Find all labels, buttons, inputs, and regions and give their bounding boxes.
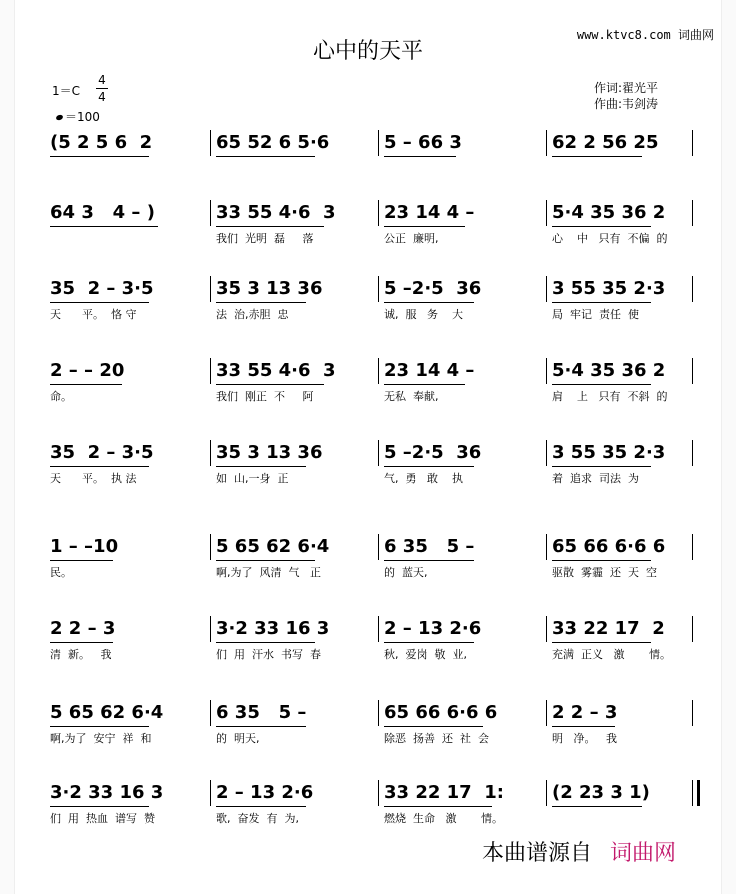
measure-notes: 3 55 35 2·3 <box>552 442 666 463</box>
beam-underline <box>50 384 122 385</box>
beam-underline <box>384 466 474 467</box>
measure-lyrics: 清 新。 我 <box>50 648 112 661</box>
measure-lyrics: 天 平。 执 法 <box>50 472 137 485</box>
measure-lyrics: 民。 <box>50 566 72 579</box>
measure-lyrics: 歌, 奋发 有 为, <box>216 812 299 825</box>
barline <box>378 358 379 384</box>
beam-underline <box>216 560 315 561</box>
final-barline <box>692 780 700 806</box>
measure-lyrics: 局 牢记 责任 使 <box>552 308 639 321</box>
measure-notes: (2 23 3 1) <box>552 782 650 803</box>
barline <box>378 276 379 302</box>
barline <box>692 534 693 560</box>
beam-underline <box>384 642 474 643</box>
barline <box>692 200 693 226</box>
measure-notes: 65 52 6 5·6 <box>216 132 330 153</box>
beam-underline <box>552 384 651 385</box>
beam-underline <box>384 156 456 157</box>
score-row <box>0 278 736 338</box>
beam-underline <box>552 226 651 227</box>
composer: 作曲:韦剑涛 <box>594 97 659 111</box>
time-top: 4 <box>98 73 106 87</box>
beam-underline <box>50 466 149 467</box>
barline <box>210 130 211 156</box>
beam-underline <box>384 726 483 727</box>
beam-underline <box>216 642 315 643</box>
barline <box>546 780 547 806</box>
barline <box>210 780 211 806</box>
barline <box>692 130 693 156</box>
beam-underline <box>384 806 492 807</box>
beam-underline <box>50 302 149 303</box>
measure-lyrics: 的 蓝天, <box>384 566 428 579</box>
time-bottom: 4 <box>98 90 106 104</box>
beam-underline <box>216 302 306 303</box>
beam-underline <box>384 384 465 385</box>
measure-notes: (5 2 5 6 2 <box>50 132 153 153</box>
beam-underline <box>552 806 642 807</box>
measure-lyrics: 秋, 爱岗 敬 业, <box>384 648 467 661</box>
measure-notes: 5 65 62 6·4 <box>50 702 164 723</box>
measure-notes: 2 – – 20 <box>50 360 125 381</box>
measure-notes: 5 – 66 3 <box>384 132 462 153</box>
beam-underline <box>384 302 474 303</box>
song-title: 心中的天平 <box>312 39 423 64</box>
score-row <box>0 536 736 596</box>
measure-lyrics: 诚, 服 务 大 <box>384 308 463 321</box>
measure-notes: 23 14 4 – <box>384 360 475 381</box>
beam-underline <box>552 302 651 303</box>
measure-notes: 5 65 62 6·4 <box>216 536 330 557</box>
time-signature <box>96 72 108 105</box>
score-row <box>0 360 736 420</box>
beam-underline <box>216 156 315 157</box>
measure-notes: 35 2 – 3·5 <box>50 442 154 463</box>
score-row <box>0 702 736 762</box>
beam-underline <box>216 806 306 807</box>
footer <box>482 836 676 867</box>
beam-underline <box>50 726 149 727</box>
lyricist: 作词:翟光平 <box>594 81 659 95</box>
measure-notes: 33 55 4·6 3 <box>216 360 336 381</box>
measure-lyrics: 们 用 热血 谱写 赞 <box>50 812 155 825</box>
beam-underline <box>216 384 324 385</box>
beam-underline <box>552 726 615 727</box>
tempo-marking <box>56 108 100 125</box>
barline <box>210 200 211 226</box>
measure-lyrics: 着 追求 司法 为 <box>552 472 639 485</box>
measure-notes: 3·2 33 16 3 <box>216 618 330 639</box>
measure-notes: 62 2 56 25 <box>552 132 659 153</box>
measure-notes: 65 66 6·6 6 <box>384 702 498 723</box>
beam-underline <box>216 726 306 727</box>
beam-underline <box>50 560 113 561</box>
measure-lyrics: 驱散 雾霾 还 天 空 <box>552 566 657 579</box>
measure-notes: 6 35 5 – <box>216 702 307 723</box>
barline <box>210 534 211 560</box>
barline <box>378 616 379 642</box>
measure-notes: 2 – 13 2·6 <box>384 618 482 639</box>
measure-notes: 33 22 17 2 <box>552 618 665 639</box>
beam-underline <box>50 642 113 643</box>
score-row <box>0 442 736 502</box>
site-url[interactable]: www.ktvc8.com 词曲网 <box>576 28 714 42</box>
measure-lyrics: 明 净。 我 <box>552 732 617 745</box>
footer-brand[interactable]: 词曲网 <box>610 841 677 866</box>
measure-lyrics: 肩 上 只有 不斜 的 <box>552 390 668 403</box>
beam-underline <box>552 156 642 157</box>
measure-lyrics: 如 山,一身 正 <box>216 472 289 485</box>
measure-notes: 33 22 17 1: <box>384 782 504 803</box>
measure-lyrics: 充满 正义 激 情。 <box>552 648 671 661</box>
measure-notes: 3·2 33 16 3 <box>50 782 164 803</box>
measure-notes: 5 –2·5 36 <box>384 278 482 299</box>
barline <box>692 440 693 466</box>
quarter-note-icon <box>55 114 63 121</box>
measure-notes: 3 55 35 2·3 <box>552 278 666 299</box>
beam-underline <box>50 156 149 157</box>
barline <box>210 700 211 726</box>
measure-lyrics: 公正 廉明, <box>384 232 439 245</box>
measure-lyrics: 我们 光明 磊 落 <box>216 232 314 245</box>
barline <box>546 534 547 560</box>
barline <box>546 358 547 384</box>
measure-lyrics: 无私 奉献, <box>384 390 439 403</box>
measure-lyrics: 天 平。 恪 守 <box>50 308 137 321</box>
barline <box>692 358 693 384</box>
barline <box>378 200 379 226</box>
barline <box>546 616 547 642</box>
score-row <box>0 782 736 842</box>
beam-underline <box>50 226 158 227</box>
beam-underline <box>552 642 651 643</box>
barline <box>692 276 693 302</box>
measure-notes: 5·4 35 36 2 <box>552 360 666 381</box>
barline <box>546 440 547 466</box>
barline <box>692 616 693 642</box>
measure-lyrics: 啊,为了 风清 气 正 <box>216 566 321 579</box>
barline <box>546 700 547 726</box>
beam-underline <box>552 560 651 561</box>
key-signature: 1＝C <box>52 84 81 98</box>
measure-notes: 1 – –10 <box>50 536 119 557</box>
measure-notes: 2 2 – 3 <box>50 618 116 639</box>
barline <box>210 276 211 302</box>
footer-text: 本曲谱源自 <box>482 841 593 866</box>
score-row <box>0 202 736 262</box>
measure-notes: 5 –2·5 36 <box>384 442 482 463</box>
measure-lyrics: 法 治,赤胆 忠 <box>216 308 289 321</box>
barline <box>692 700 693 726</box>
barline <box>546 276 547 302</box>
measure-lyrics: 气, 勇 敢 执 <box>384 472 463 485</box>
barline <box>378 780 379 806</box>
barline <box>546 130 547 156</box>
barline <box>210 440 211 466</box>
barline <box>210 616 211 642</box>
measure-notes: 2 2 – 3 <box>552 702 618 723</box>
beam-underline <box>384 560 474 561</box>
barline <box>378 440 379 466</box>
credits <box>594 80 658 112</box>
measure-lyrics: 心 中 只有 不偏 的 <box>552 232 668 245</box>
score-row <box>0 132 736 192</box>
measure-notes: 6 35 5 – <box>384 536 475 557</box>
measure-lyrics: 啊,为了 安宁 祥 和 <box>50 732 152 745</box>
measure-notes: 64 3 4 – ) <box>50 202 155 223</box>
measure-notes: 23 14 4 – <box>384 202 475 223</box>
measure-lyrics: 的 明天, <box>216 732 260 745</box>
barline <box>378 130 379 156</box>
measure-notes: 35 3 13 36 <box>216 442 323 463</box>
beam-underline <box>50 806 149 807</box>
measure-lyrics: 命。 <box>50 390 72 403</box>
score-row <box>0 618 736 678</box>
measure-lyrics: 们 用 汗水 书写 春 <box>216 648 321 661</box>
measure-lyrics: 除恶 扬善 还 社 会 <box>384 732 489 745</box>
barline <box>378 700 379 726</box>
measure-lyrics: 我们 刚正 不 阿 <box>216 390 314 403</box>
tempo-value: ＝100 <box>65 110 100 124</box>
measure-lyrics: 燃烧 生命 激 情。 <box>384 812 503 825</box>
barline <box>378 534 379 560</box>
beam-underline <box>552 466 651 467</box>
barline <box>210 358 211 384</box>
measure-notes: 35 3 13 36 <box>216 278 323 299</box>
measure-notes: 5·4 35 36 2 <box>552 202 666 223</box>
beam-underline <box>216 226 324 227</box>
beam-underline <box>216 466 306 467</box>
beam-underline <box>384 226 465 227</box>
measure-notes: 33 55 4·6 3 <box>216 202 336 223</box>
measure-notes: 2 – 13 2·6 <box>216 782 314 803</box>
measure-notes: 65 66 6·6 6 <box>552 536 666 557</box>
measure-notes: 35 2 – 3·5 <box>50 278 154 299</box>
barline <box>546 200 547 226</box>
